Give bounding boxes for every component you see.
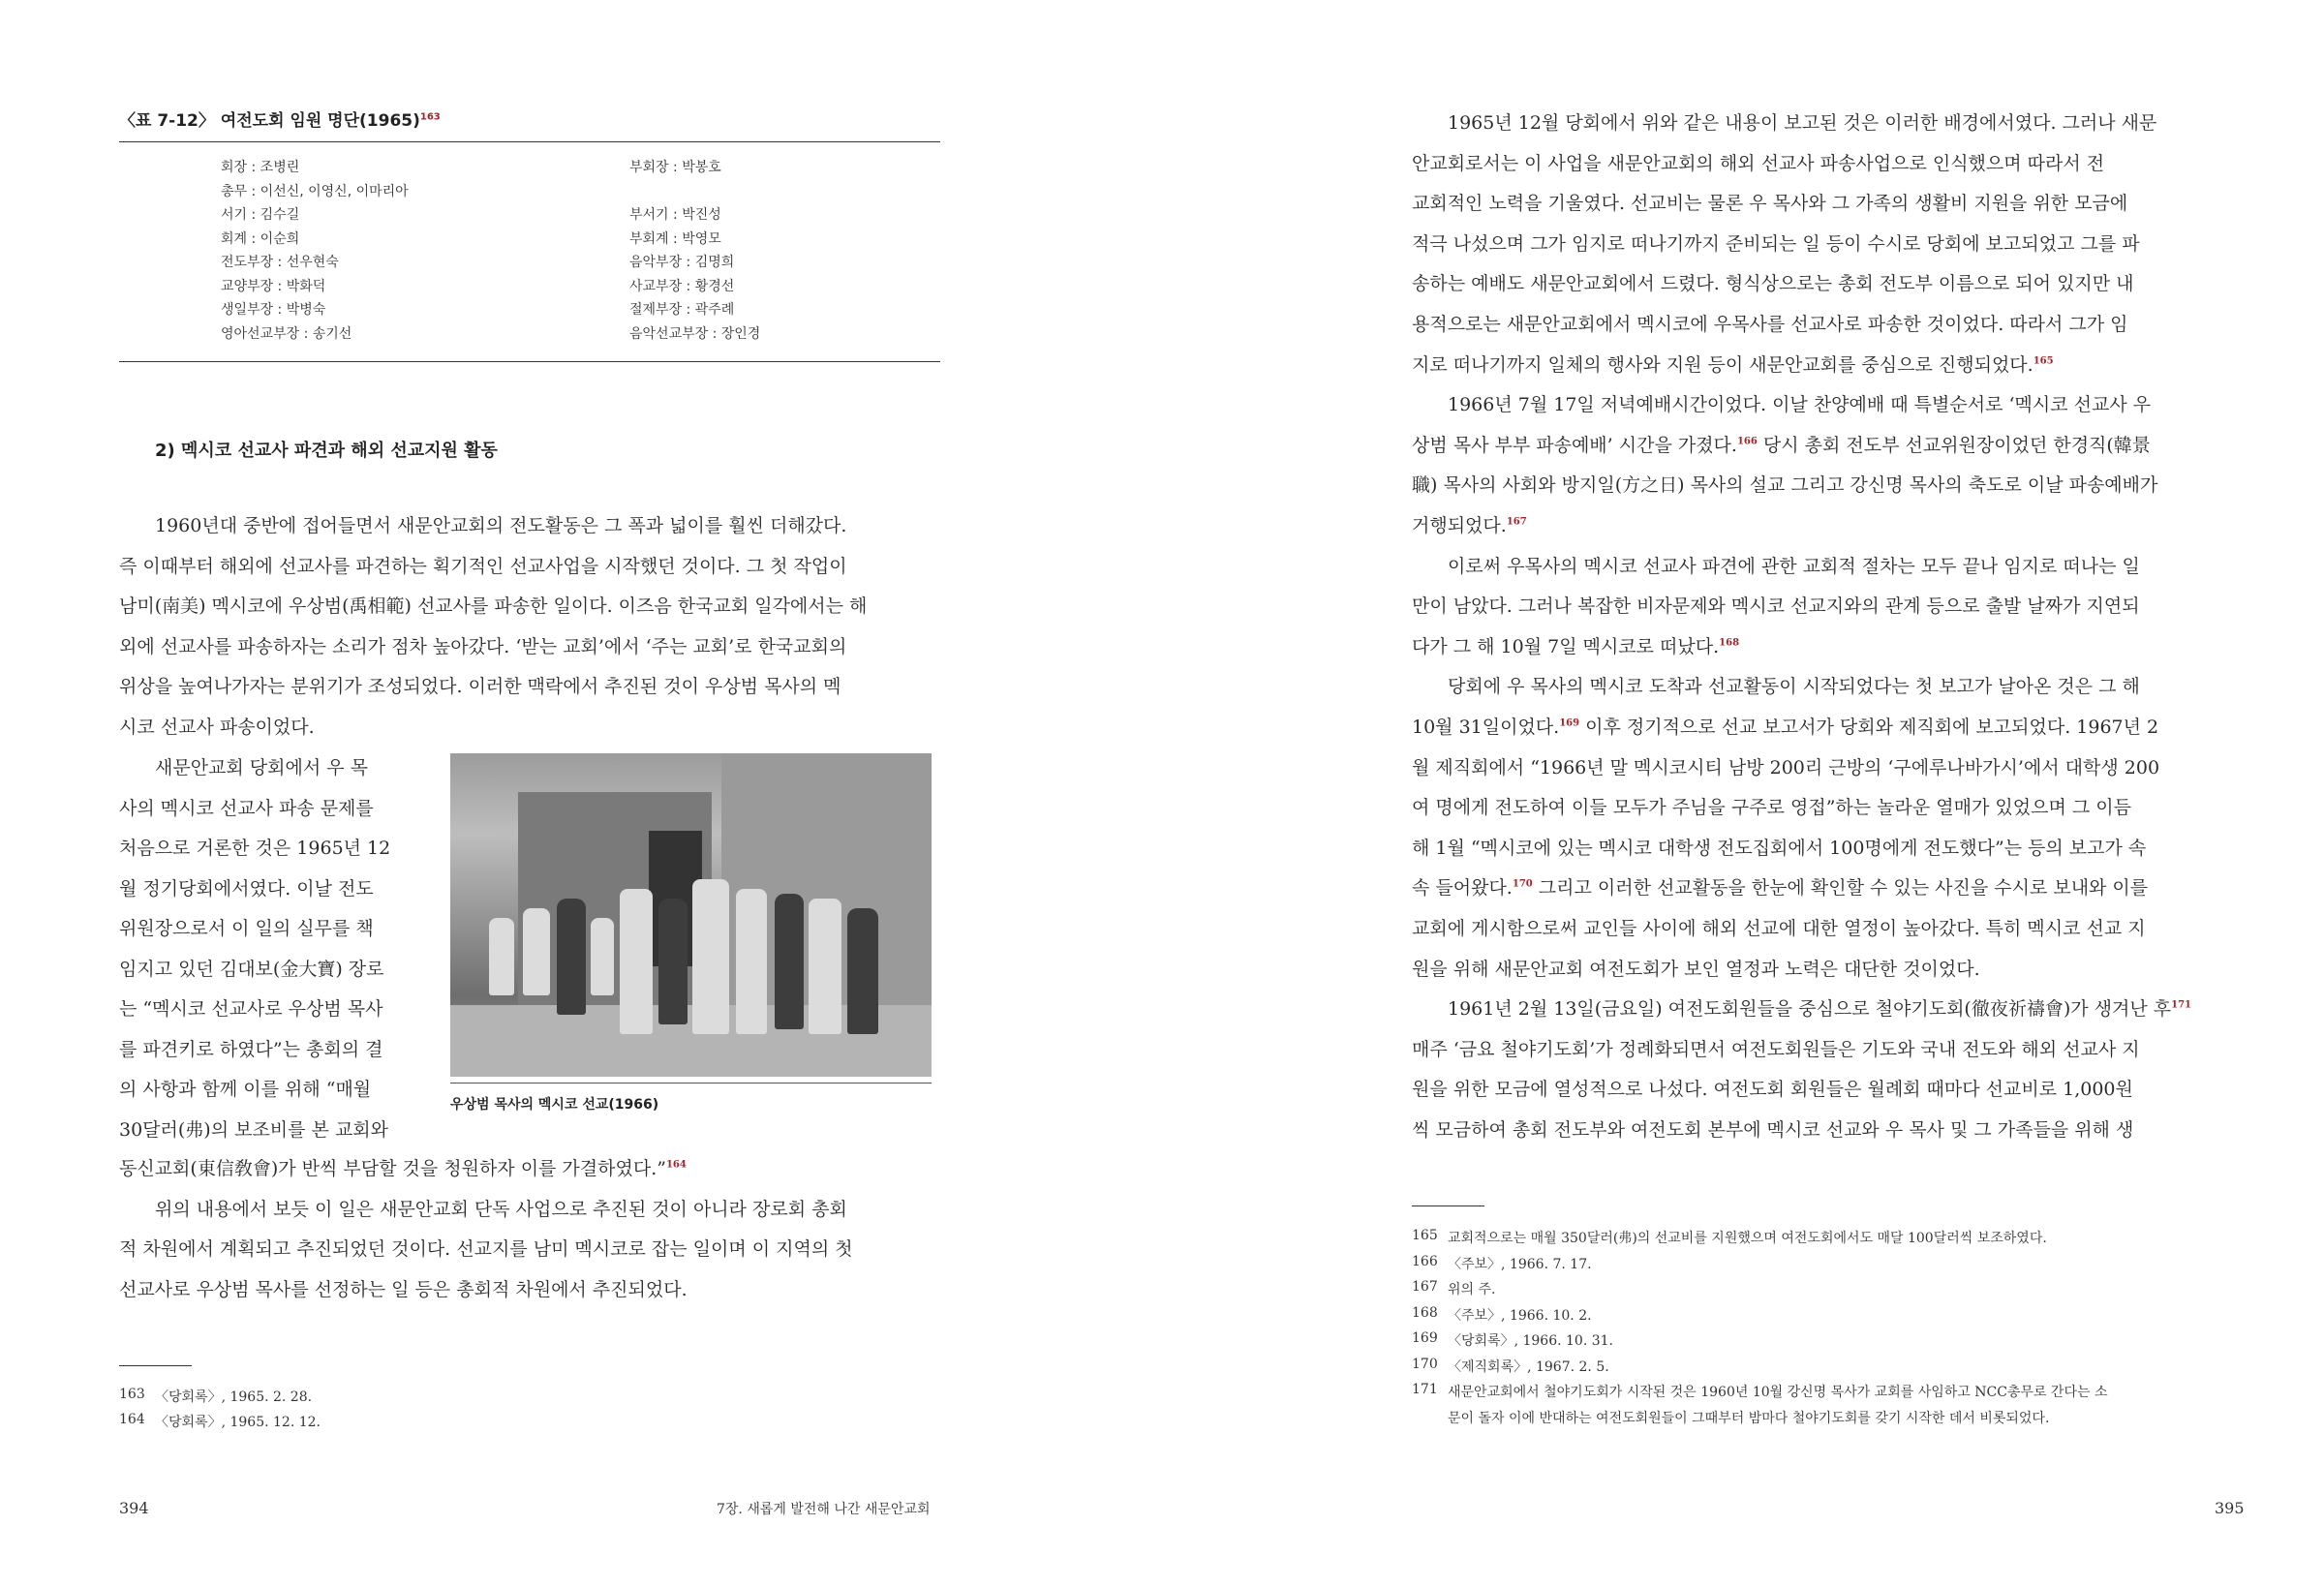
footnote-number: 164 [119,1412,145,1427]
body-line: 위상을 높여나가자는 분위기가 조성되었다. 이러한 맥락에서 추진된 것이 우상범 목사의 멕 [119,676,841,697]
footnote-number: 168 [1412,1304,1438,1321]
section-heading: 2) 멕시코 선교사 파견과 해외 선교지원 활동 [155,441,498,461]
footnote-text: 〈제직회록〉, 1967. 2. 5. [1448,1358,1609,1375]
footnote-ref: 171 [2171,999,2191,1011]
footnote-number: 165 [1412,1228,1438,1243]
body-line: 적 차원에서 계획되고 추진되었던 것이다. 선교지를 남미 멕시코로 잡는 일이며 이 지역의 첫 [119,1238,853,1260]
footnote-number: 170 [1412,1356,1438,1372]
body-line: 30달러(弗)의 보조비를 본 교회와 [119,1118,389,1141]
body-line: 의 사항과 함께 이를 위해 “매월 [119,1079,372,1100]
footnote-number: 163 [119,1387,145,1402]
body-line: 여 명에게 전도하여 이들 모두가 주님을 구주로 영접”하는 놀라운 열매가 있었으며 그 이듬 [1412,797,2131,819]
body-line: 는 “멕시코 선교사로 우상범 목사 [119,998,383,1020]
body-line: 외에 선교사를 파송하자는 소리가 점차 높아갔다. ‘받는 교회’에서 ‘주는 교회’로 한국교회의 [119,635,847,657]
footnote-number: 167 [1412,1279,1438,1295]
table-bottom-rule [119,361,940,362]
table-cell: 음악부장 : 김명희 [629,255,735,270]
body-line: 이로써 우목사의 멕시코 선교사 파견에 관한 교회적 절차는 모두 끝나 임지로 떠나는 일 [1448,555,2140,577]
table-cell: 회계 : 이순희 [221,230,300,247]
body-line: 적극 나섰으며 그가 임지로 떠나기까지 준비되는 일 등이 수시로 당회에 보고되었고 그를 파 [1412,232,2140,255]
body-line: 원을 위해 새문안교회 여전도회가 보인 열정과 노력은 대단한 것이었다. [1412,958,1980,980]
body-line: 1960년대 중반에 접어들면서 새문안교회의 전도활동은 그 폭과 넓이를 훨씬 더해갔다. [155,515,847,536]
footnote-text: 〈당회록〉, 1965. 2. 28. [155,1389,313,1405]
body-line-continuation: 이후 정기적으로 선교 보고서가 당회와 제직회에 보고되었다. 1967년 2 [1579,717,2159,738]
body-line: 임지고 있던 김대보(金大寶) 장로 [119,958,384,980]
body-line: 당회에 우 목사의 멕시코 도착과 선교활동이 시작되었다는 첫 보고가 날아온 것은 그 해 [1448,676,2140,698]
table-cell: 영아선교부장 : 송기선 [221,325,352,342]
body-line: 위의 내용에서 보듯 이 일은 새문안교회 단독 사업으로 추진된 것이 아니라 장로회 총회 [155,1198,847,1220]
page-number: 394 [119,1499,149,1517]
table-cell: 생일부장 : 박병숙 [221,302,326,318]
table-top-rule [119,141,940,142]
footnote-number: 169 [1412,1330,1438,1346]
body-line: 를 파견키로 하였다”는 총회의 결 [119,1038,383,1060]
table-cell: 총무 : 이선신, 이영신, 이마리아 [221,183,409,199]
body-line: 매주 ‘금요 철야기도회’가 정례화되면서 여전도회원들은 기도와 국내 전도와 해외 선교사 지 [1412,1038,2140,1060]
footnote-ref: 164 [665,1159,687,1171]
body-line: 해 1월 “멕시코에 있는 멕시코 대학생 전도집회에서 100명에게 전도했다”는 등의 보고가 속 [1412,837,2147,859]
running-head: 7장. 새롭게 발전해 나간 새문안교회 [717,1502,931,1517]
body-line: 월 제직회에서 “1966년 말 멕시코시티 남방 200리 근방의 ‘구에루나바가시’에서 대학생 200 [1412,756,2160,778]
body-line: 씩 모금하여 총회 전도부와 여전도회 본부에 멕시코 선교와 우 목사 및 그 가족들을 위해 생 [1412,1119,2134,1141]
footnote-ref: 165 [2033,355,2054,367]
footnote-text: 〈주보〉, 1966. 7. 17. [1448,1256,1592,1272]
mission-photo [450,753,932,1077]
table-cell: 서기 : 김수길 [221,207,300,223]
table-cell: 교양부장 : 박화덕 [221,278,326,294]
table-cell: 전도부장 : 선우현숙 [221,255,339,270]
footnote-ref: 169 [1559,717,1580,729]
body-line: 용적으로는 새문안교회에서 멕시코에 우목사를 선교사로 파송한 것이었다. 따라서 그가 임 [1412,314,2128,335]
table-cell: 부회장 : 박봉호 [629,160,721,175]
footnote-ref: 167 [1506,516,1527,528]
right-page [1162,0,2324,1587]
footnote-number: 166 [1412,1253,1438,1269]
body-line: 남미(南美) 멕시코에 우상범(禹相範) 선교사를 파송한 일이다. 이즈음 한국교회 일각에서는 해 [119,595,868,617]
table-title: 〈표 7-12〉 여전도회 임원 명단$(1965)^{163}$ [119,111,441,131]
body-line: 동신교회(東信敎會)가 반씩 부담할 것을 청원하자 이를 가결하였다.”$^{164}$ [119,1158,687,1179]
footnote-text: 〈당회록〉, 1965. 12. 12. [155,1415,321,1430]
table-cell: 회장 : 조병린 [221,160,300,175]
body-line: 송하는 예배도 새문안교회에서 드렸다. 형식상으로는 총회 전도부 이름으로 되어 있지만 내 [1412,273,2134,295]
body-line: 1961년 2월 13일(금요일) 여전도회원들을 중심으로 철야기도회(徹夜祈禱會)가 생겨난 후$^{171}$ [1448,998,2191,1021]
body-line: 시코 선교사 파송이었다. [119,716,315,738]
body-line: 월 정기당회에서였다. 이날 전도 [119,877,374,900]
footnote-ref: 170 [1512,879,1533,891]
footnote-text: 교회적으로는 매월 350달러(弗)의 선교비를 지원했으며 여전도회에서도 매달 100달러씩 보조하였다. [1448,1231,2047,1246]
footnote-text: 〈당회록〉, 1966. 10. 31. [1448,1333,1613,1349]
table-cell: 절제부장 : 곽주례 [629,302,735,318]
body-line: 1965년 12월 당회에서 위와 같은 내용이 보고된 것은 이러한 배경에서였다. 그러나 새문 [1448,112,2157,134]
body-line: 사의 멕시코 선교사 파송 문제를 [119,797,374,819]
body-line: 원을 위한 모금에 열성적으로 나섰다. 여전도회 회원들은 월례회 때마다 선교비로 1,000원 [1412,1079,2133,1101]
footnote-text: 문이 돌자 이에 반대하는 여전도회원들이 그때부터 밤마다 철야기도회를 갖기 시작한 데서 비롯되었다. [1448,1410,2050,1426]
table-cell: 부회계 : 박영모 [629,230,721,247]
body-line-continuation: 당시 총회 전도부 선교위원장이었던 한경직(韓景 [1757,434,2151,456]
body-line-continuation: 그리고 이러한 선교활동을 한눈에 확인할 수 있는 사진을 수시로 보내와 이를 [1532,877,2149,900]
body-line: 즉 이때부터 해외에 선교사를 파견하는 획기적인 선교사업을 시작했던 것이다. 그 첫 작업이 [119,555,847,577]
body-line: 10월 31일이었다.$^{169}$ 이후 정기적으로 선교 보고서가 당회와 제직회에 보고되었다. 1967년 2 [1412,717,2159,738]
body-line: 1966년 7월 17일 저녁예배시간이었다. 이날 찬양예배 때 특별순서로 ‘멕시코 선교사 우 [1448,394,2152,416]
table-cell: 음악선교부장 : 장인경 [629,325,761,342]
body-line: 만이 남았다. 그러나 복잡한 비자문제와 멕시코 선교지와의 관계 등으로 출발 날짜가 지연되 [1412,595,2140,618]
body-line: 위원장으로서 이 일의 실무를 책 [119,918,374,939]
body-line: 새문안교회 당회에서 우 목 [155,757,369,778]
photo-caption: 우상범 목사의 멕시코 선교(1966) [450,1097,659,1113]
body-line: 거행되었다.$^{167}$ [1412,515,1527,536]
body-line: 교회적인 노력을 기울였다. 선교비는 물론 우 목사와 그 가족의 생활비 지원을 위한 모금에 [1412,193,2128,215]
body-line: 선교사로 우상범 목사를 선정하는 일 등은 총회적 차원에서 추진되었다. [119,1278,688,1300]
body-line: 속 들어왔다.$^{170}$ 그리고 이러한 선교활동을 한눈에 확인할 수 있는 사진을 수시로 보내와 이를 [1412,877,2149,900]
footnote-ref: 168 [1719,637,1740,649]
body-line: 안교회로서는 이 사업을 새문안교회의 해외 선교사 파송사업으로 인식했으며 따라서 전 [1412,152,2105,174]
footnote-text: 위의 주. [1448,1282,1496,1297]
body-line: 지로 떠나기까지 일체의 행사와 지원 등이 새문안교회를 중심으로 진행되었다.$^{165}$ [1412,353,2054,376]
footnote-text: 새문안교회에서 철야기도회가 시작된 것은 1960년 10월 강신명 목사가 교회를 사임하고 NCC총무로 간다는 소 [1448,1385,2108,1400]
body-line: 다가 그 해 10월 7일 멕시코로 떠났다.$^{168}$ [1412,635,1740,657]
body-line: 처음으로 거론한 것은 1965년 12 [119,838,391,859]
footnote-ref: 163 [419,111,441,123]
body-line: 상범 목사 부부 파송예배’ 시간을 가졌다.$^{166}$ 당시 총회 전도부 선교위원장이었던 한경직(韓景 [1412,434,2151,456]
footnote-ref: 166 [1736,436,1758,447]
body-line: 職) 목사의 사회와 방지일(方之日) 목사의 설교 그리고 강신명 목사의 축도로 이날 파송예배가 [1412,474,2158,497]
table-cell: 사교부장 : 황경선 [629,278,735,294]
table-cell: 부서기 : 박진성 [629,207,721,223]
page-number: 395 [2215,1499,2245,1517]
footnote-text: 〈주보〉, 1966. 10. 2. [1448,1307,1592,1324]
footnote-rule [119,1365,192,1366]
footnote-number: 171 [1412,1382,1438,1397]
body-line: 교회에 게시함으로써 교인들 사이에 해외 선교에 대한 열정이 높아갔다. 특히 멕시코 선교 지 [1412,918,2146,939]
